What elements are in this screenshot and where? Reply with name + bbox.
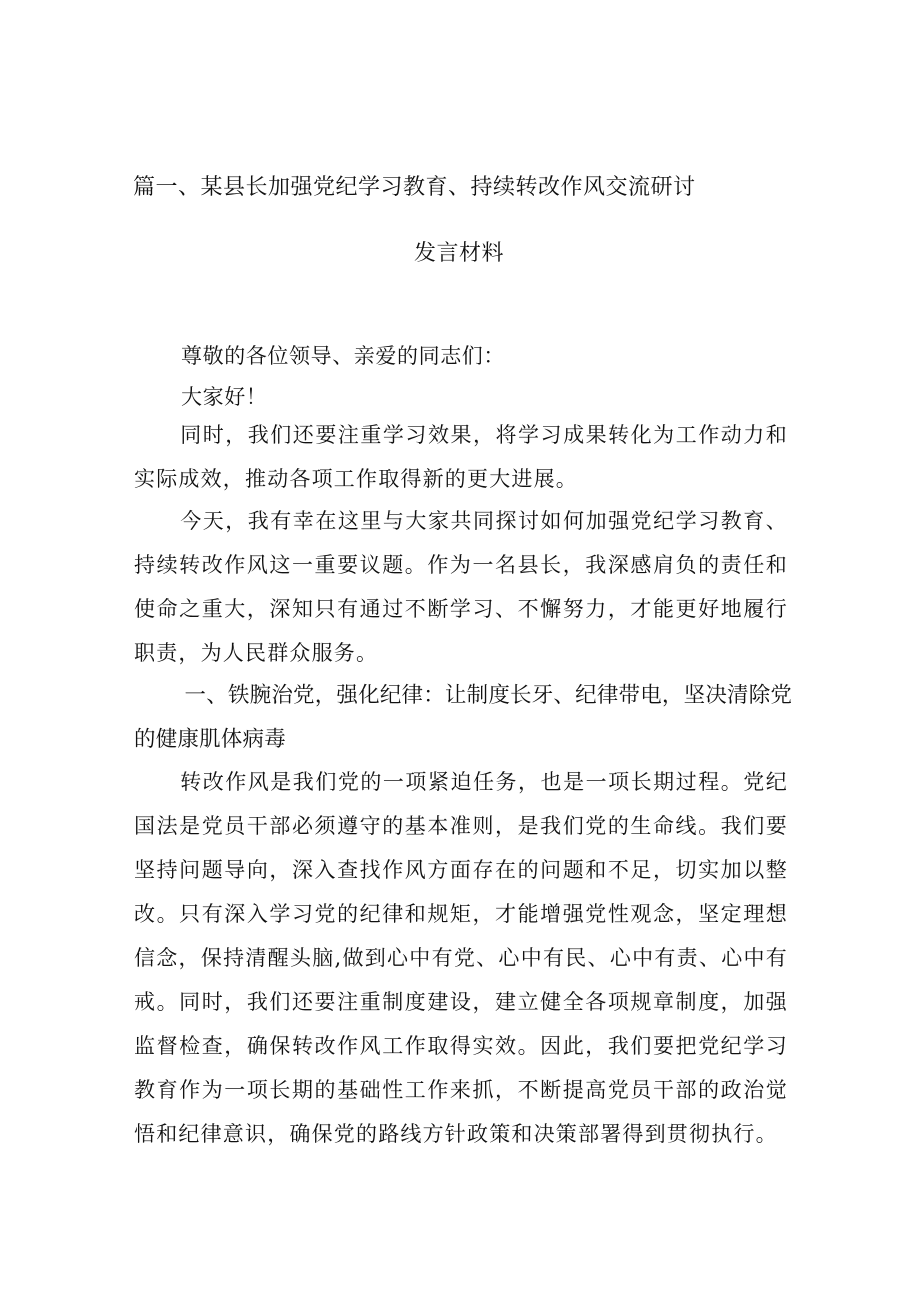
section-paragraph: 转改作风是我们党的一项紧迫任务，也是一项长期过程。党纪国法是党员干部必须遵守的基本准则，是我们党的生命线。我们要坚持问题导向，深入查找作风方面存在的问题和不足，切实加以整改。只有深入学习党的纪律和规矩，才能增强党性观念，坚定理想信念，保持清醒头脑,做到心中有党、心中有民、心中有责、心中有戒。同时，我们还要注重制度建设，建立健全各项规章制度，加强监督检查，确保转改作风工作取得实效。因此，我们要把党纪学习教育作为一项长期的基础性工作来抓，不断提高党员干部的政治觉悟和纪律意识，确保党的路线方针政策和决策部署得到贯彻执行。	[134, 770, 788, 1146]
greeting: 大家好！	[181, 385, 268, 409]
document-title-line-1: 篇一、某县长加强党纪学习教育、持续转改作风交流研讨	[133, 175, 696, 200]
salutation: 尊敬的各位领导、亲爱的同志们：	[181, 344, 505, 368]
paragraph-1: 同时，我们还要注重学习效果，将学习成果转化为工作动力和实际成效，推动各项工作取得新的更大进展。	[134, 423, 788, 491]
document-title-line-2: 发言材料	[414, 241, 505, 266]
section-heading: 一、铁腕治党，强化纪律：让制度长牙、纪律带电，坚决清除党的健康肌体病毒	[134, 683, 793, 752]
paragraph-2: 今天，我有幸在这里与大家共同探讨如何加强党纪学习教育、持续转改作风这一重要议题。作为一名县长，我深感肩负的责任和使命之重大，深知只有通过不断学习、不懈努力，才能更好地履行职责，为人民群众服务。	[134, 509, 788, 665]
